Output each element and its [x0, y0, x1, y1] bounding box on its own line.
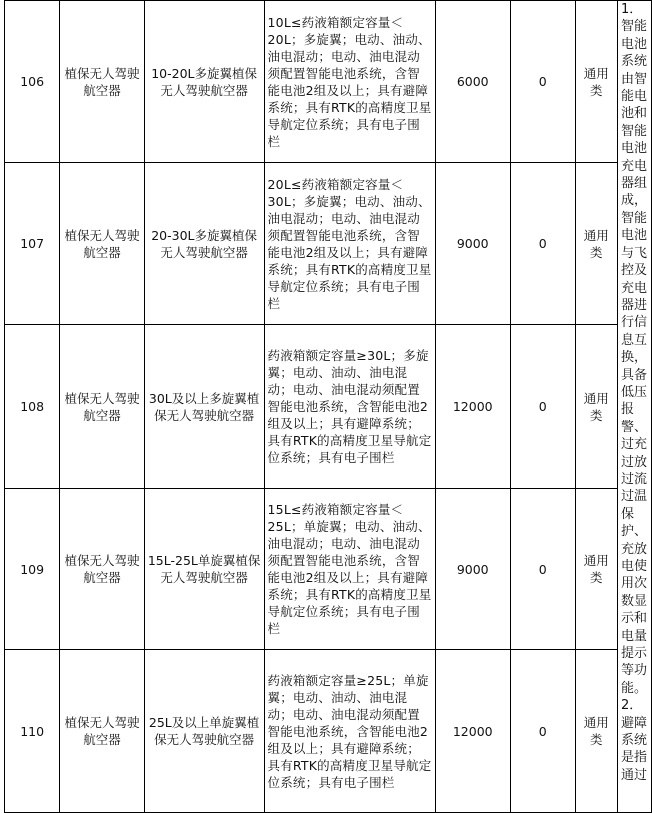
row-spec: 药液箱额定容量≥25L；单旋翼；电动、油动、油电混动；电动、油电混动须配置智能电池系统，含智能电池2组及以上；具有避障系统；具有RTK的高精度卫星导航定位系统；具有电子围栏 — [264, 650, 435, 813]
row-number: 110 — [5, 650, 60, 813]
row-type: 通用类 — [575, 650, 617, 813]
row-number: 107 — [5, 163, 60, 325]
row-item-name: 30L及以上多旋翼植保无人驾驶航空器 — [144, 325, 264, 489]
subsidy-table — [4, 0, 652, 813]
row-category: 植保无人驾驶航空器 — [60, 1, 144, 163]
row-subsidy: 12000 — [435, 650, 510, 813]
remark-column: 1．智能电池系统由智能电池和智能电池充电器组成，智能电池与飞控及充电器进行信息互换，具备低压报警、过充过放过流过温保护、充放电使用次数显示和电量提示等功能。2．避障系统是指通过 — [617, 1, 651, 813]
row-extra: 0 — [510, 489, 575, 650]
table-row — [5, 489, 652, 650]
row-item-name: 10-20L多旋翼植保无人驾驶航空器 — [144, 1, 264, 163]
row-type: 通用类 — [575, 325, 617, 489]
row-subsidy: 12000 — [435, 325, 510, 489]
row-number: 109 — [5, 489, 60, 650]
table-row — [5, 1, 652, 163]
row-spec: 药液箱额定容量≥30L；多旋翼；电动、油动、油电混动；电动、油电混动须配置智能电池系统，含智能电池2组及以上；具有避障系统；具有RTK的高精度卫星导航定位系统；具有电子围栏 — [264, 325, 435, 489]
row-type: 通用类 — [575, 1, 617, 163]
row-category: 植保无人驾驶航空器 — [60, 325, 144, 489]
row-subsidy: 6000 — [435, 1, 510, 163]
row-subsidy: 9000 — [435, 163, 510, 325]
row-extra: 0 — [510, 650, 575, 813]
row-spec: 10L≤药液箱额定容量＜20L；多旋翼；电动、油动、油电混动；电动、油电混动须配置智能电池系统，含智能电池2组及以上；具有避障系统；具有RTK的高精度卫星导航定位系统；具有电子围栏 — [264, 1, 435, 163]
row-spec: 20L≤药液箱额定容量＜30L；多旋翼；电动、油动、油电混动；电动、油电混动须配置智能电池系统，含智能电池2组及以上；具有避障系统；具有RTK的高精度卫星导航定位系统；具有电子围栏 — [264, 163, 435, 325]
row-spec: 15L≤药液箱额定容量＜25L；单旋翼；电动、油动、油电混动；电动、油电混动须配置智能电池系统，含智能电池2组及以上；具有避障系统；具有RTK的高精度卫星导航定位系统；具有电子围栏 — [264, 489, 435, 650]
row-category: 植保无人驾驶航空器 — [60, 489, 144, 650]
table-row — [5, 163, 652, 325]
row-type: 通用类 — [575, 163, 617, 325]
row-category: 植保无人驾驶航空器 — [60, 650, 144, 813]
table-row — [5, 325, 652, 489]
row-extra: 0 — [510, 163, 575, 325]
row-item-name: 25L及以上单旋翼植保无人驾驶航空器 — [144, 650, 264, 813]
row-category: 植保无人驾驶航空器 — [60, 163, 144, 325]
row-number: 106 — [5, 1, 60, 163]
row-extra: 0 — [510, 1, 575, 163]
row-type: 通用类 — [575, 489, 617, 650]
row-extra: 0 — [510, 325, 575, 489]
row-item-name: 15L-25L单旋翼植保无人驾驶航空器 — [144, 489, 264, 650]
row-number: 108 — [5, 325, 60, 489]
table-row — [5, 650, 652, 813]
row-item-name: 20-30L多旋翼植保无人驾驶航空器 — [144, 163, 264, 325]
row-subsidy: 9000 — [435, 489, 510, 650]
